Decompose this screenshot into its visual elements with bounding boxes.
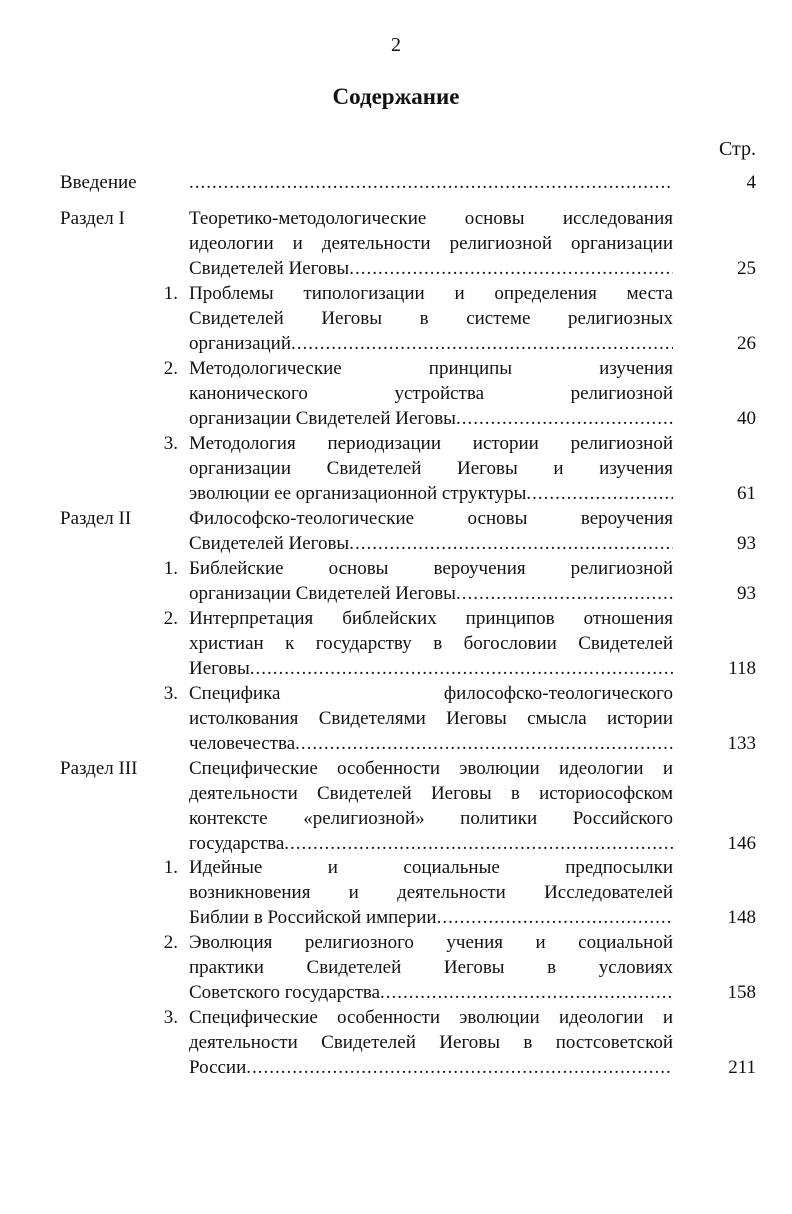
dot-leader [349,256,673,281]
toc-entry-title [189,681,673,756]
toc-page-number: 148 [727,907,756,928]
toc-page-number: 158 [727,982,756,1003]
toc-entry-line: организаций [189,333,292,354]
toc-entry-line: Библейские основы вероучения религиозной [189,558,673,579]
toc-section-label: Раздел II [60,508,132,529]
toc-entry-line: Специфика философско-теологического [189,683,673,704]
toc-entry-line: идеологии и деятельности религиозной организации [189,233,673,254]
dot-leader [250,656,673,681]
toc-item-number: 1. [163,283,178,304]
toc-entry-line: Свидетелей Иеговы [189,258,350,279]
toc-page-number: 26 [737,333,756,354]
toc-page-number: 146 [727,833,756,854]
toc-entry-line: Философско-теологические основы вероучения [189,508,673,529]
toc-item-number: 3. [163,433,178,454]
toc-entry-line: Интерпретация библейских принципов отношения [189,608,673,629]
toc-entry-line: контексте «религиозной» политики Российского [189,808,673,829]
dot-leader [246,1055,673,1080]
toc-entry-title [189,556,673,606]
toc-item-number: 3. [163,1007,178,1028]
toc-entry-line: Советского государства [189,982,381,1003]
toc-entry-line: христиан к государству в богословии Свидетелей [189,633,673,654]
toc-page-number: 93 [737,583,756,604]
toc-item-number: 1. [163,857,178,878]
toc-entry-title [189,431,673,506]
toc-item-number: 3. [163,683,178,704]
toc-entry-title [189,1005,673,1080]
toc-entry-line: России [189,1057,247,1078]
toc-page-number: 40 [737,408,756,429]
page-column-header: Стр. [718,138,756,160]
toc-entry-line: Идейные и социальные предпосылки [189,857,673,878]
toc-entry-line: Проблемы типологизации и определения места [189,283,673,304]
page-title: Содержание [332,84,460,109]
toc-entry-line: организации Свидетелей Иеговы [189,583,456,604]
toc-page-number: 93 [737,533,756,554]
toc-page-number: 4 [746,172,756,193]
dot-leader [526,481,673,506]
dot-leader [189,170,673,195]
toc-entry-line: государства [189,833,285,854]
toc-entry-line: Теоретико-методологические основы исследования [189,208,673,229]
toc-entry-title [189,281,673,356]
toc-entry-line: Эволюция религиозного учения и социальной [189,932,673,953]
toc-entry-title [189,855,673,930]
dot-leader [291,331,673,356]
toc-entry-line: практики Свидетелей Иеговы в условиях [189,957,673,978]
toc-entry-line: Специфические особенности эволюции идеологии и [189,758,673,779]
dot-leader [456,406,673,431]
toc-entry-line: Свидетелей Иеговы [189,533,350,554]
page-number: 2 [391,34,401,56]
dot-leader [380,980,673,1005]
toc-entry-line: истолкования Свидетелями Иеговы смысла истории [189,708,673,729]
toc-entry-line: Иеговы [189,658,250,679]
toc-entry-line: человечества [189,733,296,754]
toc-entry-line: Специфические особенности эволюции идеологии и [189,1007,673,1028]
toc-entry-line: деятельности Свидетелей Иеговы в постсоветской [189,1032,673,1053]
toc-entry-title [189,506,673,556]
dot-leader [295,731,673,756]
toc-entry-line: Методология периодизации истории религиозной [189,433,673,454]
toc-entry-line: эволюции ее организационной структуры [189,483,527,504]
toc-entry-line: Методологические принципы изучения [189,358,673,379]
toc-entry-line: организации Свидетелей Иеговы [189,408,456,429]
toc-page-number: 133 [727,733,756,754]
dot-leader [437,905,673,930]
toc-item-number: 1. [163,558,178,579]
toc-section-label: Раздел III [60,758,138,779]
toc-page-number: 118 [728,658,756,679]
toc-entry-line: канонического устройства религиозной [189,383,673,404]
dot-leader [349,531,673,556]
dot-leader [456,581,673,606]
toc-entry-title [189,756,673,856]
toc-item-number: 2. [163,932,178,953]
toc-entry-title [189,606,673,681]
toc-entry-line: организации Свидетелей Иеговы и изучения [189,458,673,479]
toc-section-label: Введение [60,172,137,193]
toc-section-label: Раздел I [60,208,125,229]
toc-entry-title [189,930,673,1005]
toc-item-number: 2. [163,608,178,629]
toc-page-number: 61 [737,483,756,504]
toc-entry-title [189,206,673,281]
toc-page-number: 211 [728,1057,756,1078]
toc-entry-title [189,170,673,195]
dot-leader [284,831,673,856]
toc-entry-title [189,356,673,431]
toc-item-number: 2. [163,358,178,379]
toc-entry-line: деятельности Свидетелей Иеговы в историософском [189,783,673,804]
toc-page-number: 25 [737,258,756,279]
toc-entry-line: возникновения и деятельности Исследователей [189,882,673,903]
toc-entry-line: Библии в Российской империи [189,907,437,928]
toc-entry-line: Свидетелей Иеговы в системе религиозных [189,308,673,329]
